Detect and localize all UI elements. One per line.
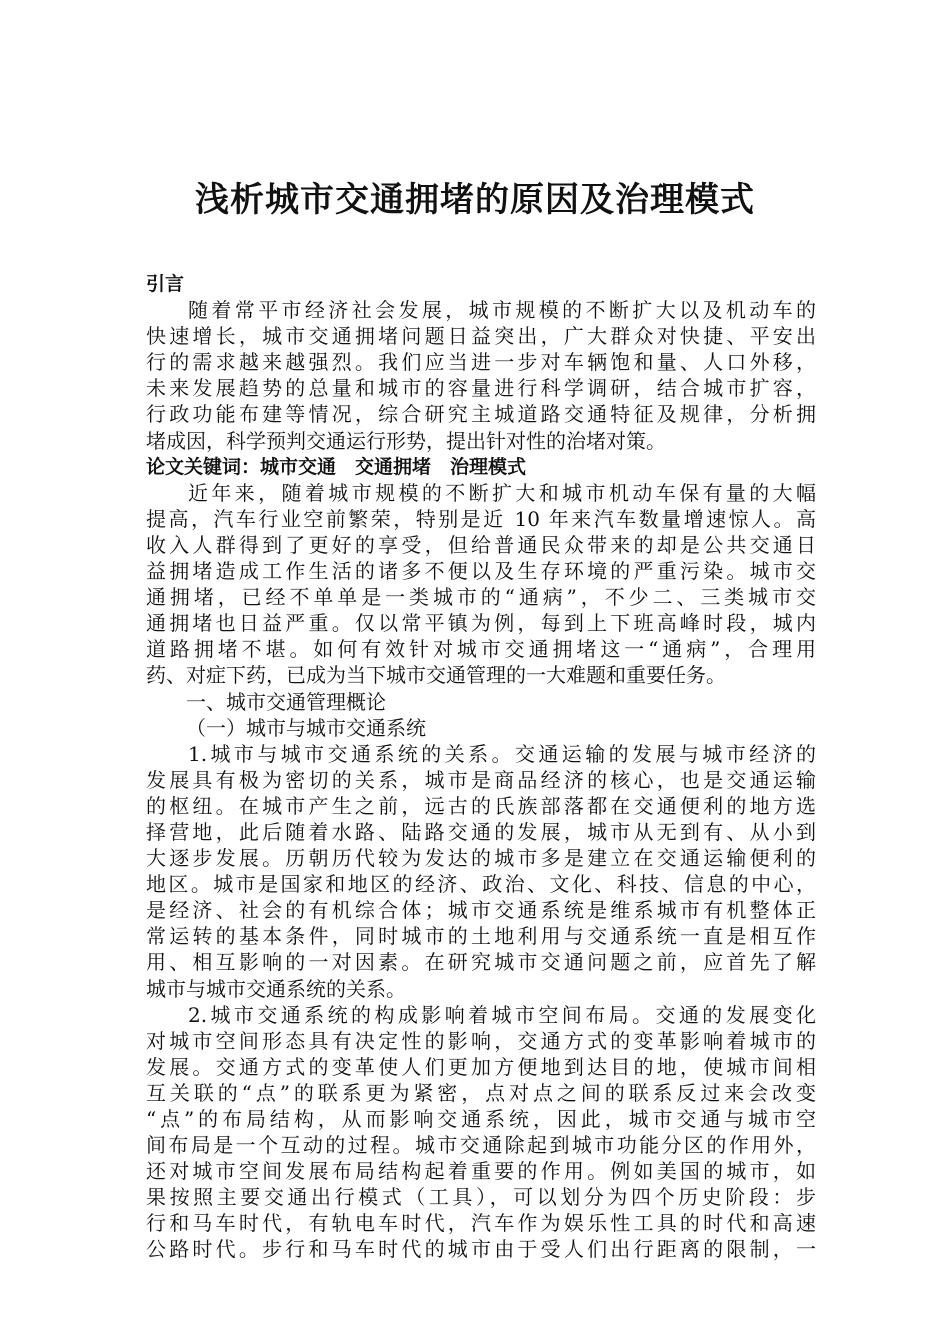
keywords-line: 论文关键词：城市交通 交通拥堵 治理模式 bbox=[146, 455, 527, 478]
paragraph-line: “点”的布局结构，从而影响交通系统，因此，城市交通与城市空 bbox=[146, 1107, 816, 1131]
paragraph-1 bbox=[146, 480, 816, 689]
paragraph-line: 对城市空间形态具有决定性的影响，交通方式的变革影响着城市的 bbox=[146, 1028, 816, 1053]
paragraph-line: 行政功能布建等情况，综合研究主城道路交通特征及规律，分析拥 bbox=[146, 402, 816, 427]
paragraph-line: 常运转的基本条件，同时城市的土地利用与交通系统一直是相互作 bbox=[146, 924, 816, 949]
paragraph-line: 城市与城市交通系统的关系。 bbox=[146, 976, 406, 1001]
paragraph-line: 大逐步发展。历朝历代较为发达的城市多是建立在交通运输便利的 bbox=[146, 846, 816, 871]
paragraph-line: 道路拥堵不堪。如何有效针对城市交通拥堵这一“通病”，合理用 bbox=[146, 637, 816, 662]
paragraph-line: 快速增长，城市交通拥堵问题日益突出，广大群众对快捷、平安出 bbox=[146, 324, 816, 349]
document-body bbox=[146, 271, 816, 1263]
paragraph-line: 的枢纽。在城市产生之前，远古的氏族部落都在交通便利的地方选 bbox=[146, 793, 816, 818]
paragraph-line: 行和马车时代，有轨电车时代，汽车作为娱乐性工具的时代和高速 bbox=[146, 1211, 816, 1236]
section-1-heading: 一、城市交通管理概论 bbox=[186, 689, 386, 714]
paragraph-line: 通拥堵，已经不单单是一类城市的“通病”，不少二、三类城市交 bbox=[146, 585, 816, 610]
paragraph-line: 还对城市空间发展布局结构起着重要的作用。例如美国的城市，如 bbox=[146, 1159, 816, 1184]
point-2-paragraph bbox=[146, 1002, 816, 1263]
paragraph-line: 堵成因，科学预判交通运行形势，提出针对性的治堵对策。 bbox=[146, 428, 666, 453]
paragraph-line: 1.城市与城市交通系统的关系。交通运输的发展与城市经济的 bbox=[188, 741, 816, 766]
paragraph-line: 未来发展趋势的总量和城市的容量进行科学调研，结合城市扩容， bbox=[146, 376, 816, 401]
paragraph-line: 收入人群得到了更好的享受，但给普通民众带来的却是公共交通日 bbox=[146, 532, 816, 557]
document-title: 浅析城市交通拥堵的原因及治理模式 bbox=[195, 180, 755, 220]
paragraph-line: 通拥堵也日益严重。仅以常平镇为例，每到上下班高峰时段，城内 bbox=[146, 611, 816, 636]
point-1-paragraph bbox=[146, 741, 816, 1002]
paragraph-line: 近年来，随着城市规模的不断扩大和城市机动车保有量的大幅 bbox=[188, 480, 816, 505]
paragraph-line: 发展。交通方式的变革使人们更加方便地到达目的地，使城市间相 bbox=[146, 1054, 816, 1079]
paragraph-line: 互关联的“点”的联系更为紧密，点对点之间的联系反过来会改变 bbox=[146, 1080, 816, 1105]
paragraph-line: 是经济、社会的有机综合体；城市交通系统是维系城市有机整体正 bbox=[146, 898, 816, 923]
paragraph-line: 益拥堵造成工作生活的诸多不便以及生存环境的严重污染。城市交 bbox=[146, 559, 816, 584]
paragraph-line: 间布局是一个互动的过程。城市交通除起到城市功能分区的作用外， bbox=[146, 1133, 816, 1158]
paragraph-line: 地区。城市是国家和地区的经济、政治、文化、科技、信息的中心， bbox=[146, 872, 816, 897]
paragraph-line: 提高，汽车行业空前繁荣，特别是近 10 年来汽车数量增速惊人。高 bbox=[146, 506, 816, 531]
intro-paragraph bbox=[146, 297, 816, 454]
paragraph-line: 随着常平市经济社会发展，城市规模的不断扩大以及机动车的 bbox=[188, 298, 816, 323]
paragraph-line: 用、相互影响的一对因素。在研究城市交通问题之前，应首先了解 bbox=[146, 950, 816, 975]
paragraph-line: 药、对症下药，已成为当下城市交通管理的一大难题和重要任务。 bbox=[146, 663, 726, 688]
paragraph-line: 公路时代。步行和马车时代的城市由于受人们出行距离的限制，一 bbox=[146, 1237, 816, 1262]
paragraph-line: 发展具有极为密切的关系，城市是商品经济的核心，也是交通运输 bbox=[146, 767, 816, 792]
paragraph-line: 果按照主要交通出行模式（工具），可以划分为四个历史阶段：步 bbox=[146, 1185, 816, 1210]
intro-heading: 引言 bbox=[146, 273, 185, 295]
paragraph-line: 行的需求越来越强烈。我们应当进一步对车辆饱和量、人口外移， bbox=[146, 350, 816, 375]
paragraph-line: 择营地，此后随着水路、陆路交通的发展，城市从无到有、从小到 bbox=[146, 819, 816, 844]
section-1-subheading: （一）城市与城市交通系统 bbox=[186, 715, 426, 740]
paragraph-line: 2.城市交通系统的构成影响着城市空间布局。交通的发展变化 bbox=[188, 1002, 816, 1027]
